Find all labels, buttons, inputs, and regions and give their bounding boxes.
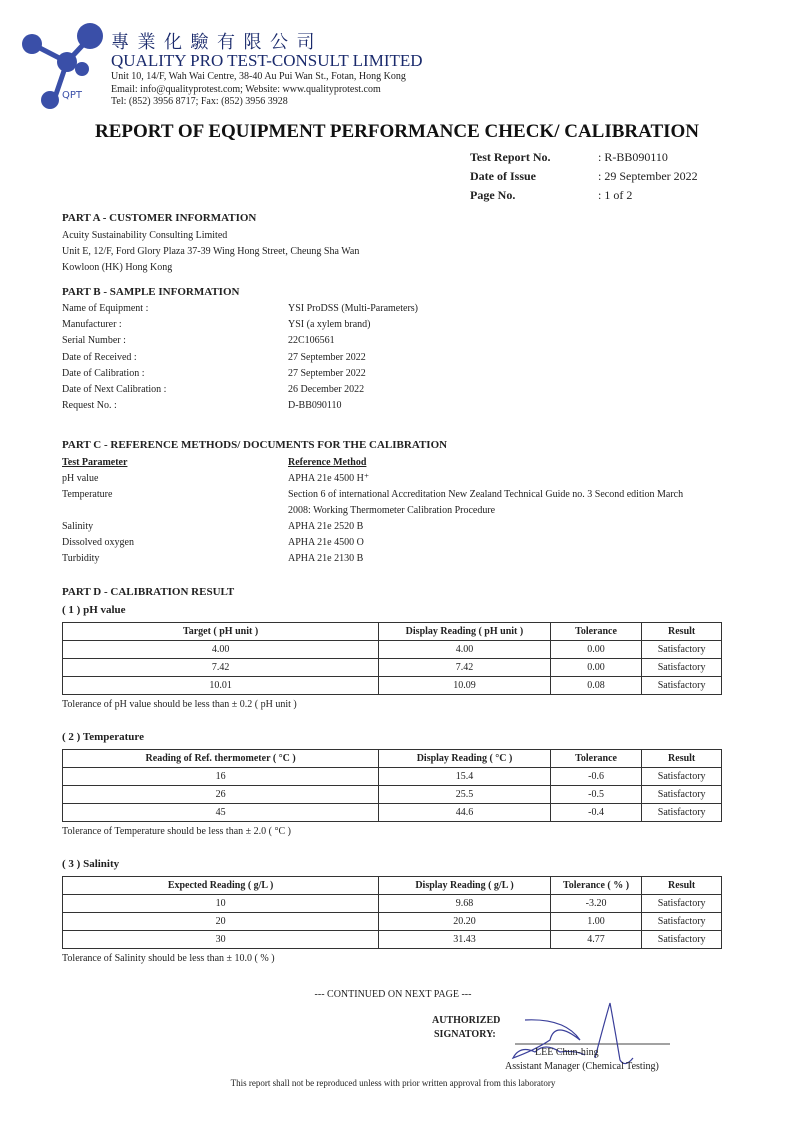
table-cell: 10.09 bbox=[379, 677, 551, 695]
table-cell: 15.4 bbox=[379, 768, 551, 786]
sample-info-value: 27 September 2022 bbox=[288, 367, 366, 379]
issue-date-value: : 29 September 2022 bbox=[598, 169, 698, 183]
table-cell: 16 bbox=[63, 768, 379, 786]
column-header: Result bbox=[642, 623, 722, 641]
sample-info-label: Name of Equipment : bbox=[62, 303, 149, 314]
company-phone: Tel: (852) 3956 8717; Fax: (852) 3956 3928 bbox=[111, 96, 288, 107]
reference-method: APHA 21e 4500 O bbox=[288, 537, 364, 548]
table-header-row bbox=[63, 750, 722, 768]
table-cell: Satisfactory bbox=[642, 659, 722, 677]
footer-disclaimer: This report shall not be reproduced unless with prior written approval from this laboratory bbox=[230, 1078, 556, 1088]
test-parameter: Dissolved oxygen bbox=[62, 537, 134, 548]
sample-info-label: Serial Number : bbox=[62, 335, 126, 347]
table-cell: Satisfactory bbox=[642, 895, 722, 913]
table-cell: 45 bbox=[63, 804, 379, 822]
table-cell: Satisfactory bbox=[642, 931, 722, 949]
table-cell: 25.5 bbox=[379, 786, 551, 804]
table-cell: 26 bbox=[63, 786, 379, 804]
table-row bbox=[63, 913, 722, 931]
table-row bbox=[63, 768, 722, 786]
table-cell: Satisfactory bbox=[642, 641, 722, 659]
table-cell: Satisfactory bbox=[642, 804, 722, 822]
page-no-label: Page No. bbox=[470, 188, 516, 202]
signatory-position: Assistant Manager (Chemical Testing) bbox=[505, 1061, 659, 1072]
table-cell: Satisfactory bbox=[642, 786, 722, 804]
table-cell: 4.00 bbox=[379, 641, 551, 659]
table-header-row bbox=[63, 623, 722, 641]
table-cell: 10.01 bbox=[63, 677, 379, 695]
authorized-label: AUTHORIZED bbox=[432, 1015, 501, 1026]
calibration-table bbox=[62, 622, 722, 695]
table-cell: 30 bbox=[63, 931, 379, 949]
sample-info-value: 22C106561 bbox=[288, 335, 335, 347]
column-header: Result bbox=[642, 750, 722, 768]
customer-line: Unit E, 12/F, Ford Glory Plaza 37-39 Wing Hong Street, Cheung Sha Wan bbox=[62, 246, 360, 257]
test-parameter: Temperature bbox=[62, 489, 113, 500]
report-no-value: : R-BB090110 bbox=[598, 150, 668, 164]
reference-method-header: Reference Method bbox=[288, 457, 367, 468]
reference-method: 2008: Working Thermometer Calibration Procedure bbox=[288, 505, 496, 516]
table-cell: 7.42 bbox=[63, 659, 379, 677]
table-cell: Satisfactory bbox=[642, 768, 722, 786]
calibration-table bbox=[62, 749, 722, 822]
table-row bbox=[63, 804, 722, 822]
company-chinese-name: 專 業 化 驗 有 限 公 司 bbox=[111, 32, 317, 52]
table-cell: -0.5 bbox=[550, 786, 641, 804]
table-row bbox=[63, 895, 722, 913]
part-d-heading: PART D - CALIBRATION RESULT bbox=[62, 586, 235, 598]
sample-info-label: Date of Received : bbox=[62, 351, 137, 363]
tolerance-note: Tolerance of pH value should be less than ± 0.2 ( pH unit ) bbox=[62, 699, 297, 710]
svg-text:QPT: QPT bbox=[62, 90, 83, 101]
sample-info-label: Date of Next Calibration : bbox=[62, 384, 167, 395]
table-cell: 31.43 bbox=[379, 931, 551, 949]
column-header: Result bbox=[642, 877, 722, 895]
table-cell: -3.20 bbox=[550, 895, 642, 913]
tolerance-note: Tolerance of Salinity should be less than ± 10.0 ( % ) bbox=[62, 953, 275, 964]
table-row bbox=[63, 659, 722, 677]
company-name: QUALITY PRO TEST-CONSULT LIMITED bbox=[111, 51, 423, 70]
column-header: Reading of Ref. thermometer ( °C ) bbox=[63, 750, 379, 768]
column-header: Tolerance bbox=[550, 623, 642, 641]
table-cell: 44.6 bbox=[379, 804, 551, 822]
table-row bbox=[63, 931, 722, 949]
sample-info-value: YSI ProDSS (Multi-Parameters) bbox=[288, 303, 418, 314]
page-no-value: : 1 of 2 bbox=[598, 188, 633, 202]
column-header: Tolerance ( % ) bbox=[550, 877, 642, 895]
table-row bbox=[63, 786, 722, 804]
table-cell: 1.00 bbox=[550, 913, 642, 931]
qpt-logo bbox=[12, 18, 104, 110]
test-parameter-header: Test Parameter bbox=[62, 457, 128, 468]
sample-info-value: YSI (a xylem brand) bbox=[288, 319, 371, 331]
issue-date-label: Date of Issue bbox=[470, 169, 536, 183]
reference-method: APHA 21e 4500 H⁺ bbox=[288, 473, 370, 484]
test-parameter: pH value bbox=[62, 473, 99, 484]
column-header: Tolerance bbox=[550, 750, 641, 768]
part-a-heading: PART A - CUSTOMER INFORMATION bbox=[62, 212, 257, 224]
sample-info-label: Date of Calibration : bbox=[62, 367, 145, 379]
part-b-heading: PART B - SAMPLE INFORMATION bbox=[62, 286, 240, 298]
table-cell: Satisfactory bbox=[642, 913, 722, 931]
test-parameter: Turbidity bbox=[62, 553, 100, 564]
test-parameter: Salinity bbox=[62, 521, 94, 532]
part-c-heading: PART C - REFERENCE METHODS/ DOCUMENTS FOR THE CALIBRATION bbox=[62, 439, 448, 451]
column-header: Expected Reading ( g/L ) bbox=[63, 877, 379, 895]
sample-info-label: Request No. : bbox=[62, 400, 117, 412]
company-contact: Email: info@qualityprotest.com; Website: www.qualityprotest.com bbox=[111, 84, 381, 95]
result-section-title: ( 1 ) pH value bbox=[62, 604, 126, 616]
customer-line: Kowloon (HK) Hong Kong bbox=[62, 262, 173, 273]
table-cell: Satisfactory bbox=[642, 677, 722, 695]
column-header: Target ( pH unit ) bbox=[63, 623, 379, 641]
table-row bbox=[63, 641, 722, 659]
table-cell: 9.68 bbox=[379, 895, 551, 913]
sample-info-value: 27 September 2022 bbox=[288, 351, 366, 363]
table-cell: 4.00 bbox=[63, 641, 379, 659]
sample-info-value: 26 December 2022 bbox=[288, 384, 365, 395]
reference-method: Section 6 of international Accreditation New Zealand Technical Guide no. 3 Second edition March bbox=[288, 489, 684, 500]
sample-info-value: D-BB090110 bbox=[288, 400, 342, 412]
table-cell: -0.4 bbox=[550, 804, 641, 822]
table-cell: 4.77 bbox=[550, 931, 642, 949]
table-cell: 20 bbox=[63, 913, 379, 931]
column-header: Display Reading ( °C ) bbox=[379, 750, 551, 768]
table-cell: -0.6 bbox=[550, 768, 641, 786]
table-header-row bbox=[63, 877, 722, 895]
column-header: Display Reading ( pH unit ) bbox=[379, 623, 551, 641]
table-cell: 0.00 bbox=[550, 659, 642, 677]
report-title: REPORT OF EQUIPMENT PERFORMANCE CHECK/ CALIBRATION bbox=[94, 121, 700, 142]
result-section-title: ( 3 ) Salinity bbox=[62, 858, 120, 870]
calibration-table bbox=[62, 876, 722, 949]
table-cell: 0.00 bbox=[550, 641, 642, 659]
tolerance-note: Tolerance of Temperature should be less than ± 2.0 ( °C ) bbox=[62, 826, 291, 837]
table-cell: 10 bbox=[63, 895, 379, 913]
company-address: Unit 10, 14/F, Wah Wai Centre, 38-40 Au Pui Wan St., Fotan, Hong Kong bbox=[111, 71, 406, 82]
signatory-label: SIGNATORY: bbox=[434, 1029, 496, 1040]
column-header: Display Reading ( g/L ) bbox=[379, 877, 551, 895]
table-cell: 0.08 bbox=[550, 677, 642, 695]
signature bbox=[505, 1000, 675, 1070]
result-section-title: ( 2 ) Temperature bbox=[62, 731, 144, 743]
reference-method: APHA 21e 2130 B bbox=[288, 553, 364, 564]
reference-method: APHA 21e 2520 B bbox=[288, 521, 364, 532]
sample-info-label: Manufacturer : bbox=[62, 319, 122, 331]
customer-line: Acuity Sustainability Consulting Limited bbox=[62, 230, 228, 241]
report-no-label: Test Report No. bbox=[470, 150, 551, 164]
table-cell: 7.42 bbox=[379, 659, 551, 677]
continued-notice: --- CONTINUED ON NEXT PAGE --- bbox=[314, 989, 472, 1000]
table-row bbox=[63, 677, 722, 695]
table-cell: 20.20 bbox=[379, 913, 551, 931]
signatory-name: LEE Chun-hing bbox=[535, 1047, 599, 1058]
